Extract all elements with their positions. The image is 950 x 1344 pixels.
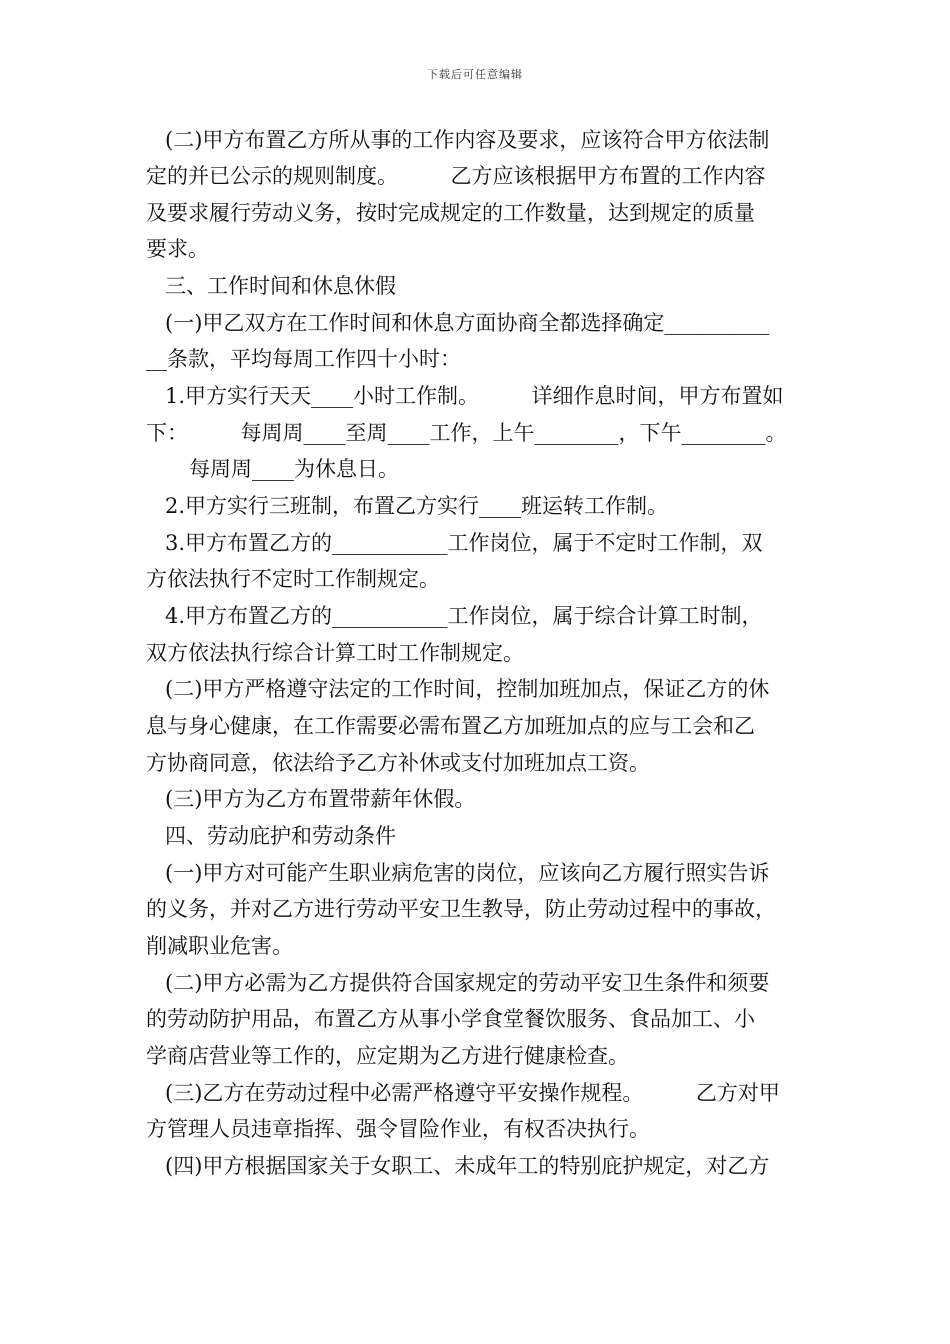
text-line: 的义务，并对乙方进行劳动平安卫生教导，防止劳动过程中的事故， <box>146 897 776 921</box>
section-heading: 四、劳动庇护和劳动条件 <box>165 824 396 848</box>
text-line: 2.甲方实行三班制，布置乙方实行____班运转工作制。 <box>165 494 669 518</box>
text-line: (二)甲方严格遵守法定的工作时间，控制加班加点，保证乙方的休 <box>165 677 770 701</box>
text-line: (一)甲乙双方在工作时间和休息方面协商全都选择确定__________ <box>165 311 770 335</box>
text-line: 方依法执行不定时工作制规定。 <box>146 567 440 591</box>
text-line: 1.甲方实行天天____小时工作制。 详细作息时间，甲方布置如 <box>165 384 784 408</box>
text-line: (二)甲方必需为乙方提供符合国家规定的劳动平安卫生条件和须要 <box>165 971 770 995</box>
text-line: 方协商同意，依法给予乙方补休或支付加班加点工资。 <box>146 751 650 775</box>
text-line: 学商店营业等工作的，应定期为乙方进行健康检查。 <box>146 1044 629 1068</box>
text-line: (四)甲方根据国家关于女职工、未成年工的特别庇护规定，对乙方 <box>165 1154 770 1178</box>
text-line: 4.甲方布置乙方的___________工作岗位，属于综合计算工时制， <box>165 604 763 628</box>
text-line: __条款，平均每周工作四十小时： <box>146 347 461 371</box>
text-line: 下： 每周周____至周____工作，上午________，下午________。 <box>146 421 787 445</box>
text-line: (二)甲方布置乙方所从事的工作内容及要求，应该符合甲方依法制 <box>165 128 770 152</box>
text-line: 每周周____为休息日。 <box>189 457 399 481</box>
text-line: 3.甲方布置乙方的___________工作岗位，属于不定时工作制，双 <box>165 531 763 555</box>
text-line: 方管理人员违章指挥、强令冒险作业，有权否决执行。 <box>146 1117 650 1141</box>
text-line: 息与身心健康，在工作需要必需布置乙方加班加点的应与工会和乙 <box>146 714 755 738</box>
text-line: (三)甲方为乙方布置带薪年休假。 <box>165 787 476 811</box>
text-line: 削减职业危害。 <box>146 934 293 958</box>
section-heading: 三、工作时间和休息休假 <box>165 274 396 298</box>
text-line: 要求。 <box>146 237 209 261</box>
text-line: 定的并已公示的规则制度。 乙方应该根据甲方布置的工作内容 <box>146 164 766 188</box>
text-line: (一)甲方对可能产生职业病危害的岗位，应该向乙方履行照实告诉 <box>165 861 770 885</box>
text-line: 的劳动防护用品，布置乙方从事小学食堂餐饮服务、食品加工、小 <box>146 1007 755 1031</box>
text-line: 及要求履行劳动义务，按时完成规定的工作数量，达到规定的质量 <box>146 201 755 225</box>
text-line: 双方依法执行综合计算工时工作制规定。 <box>146 641 524 665</box>
text-line: (三)乙方在劳动过程中必需严格遵守平安操作规程。 乙方对甲 <box>165 1081 780 1105</box>
page-header-note: 下载后可任意编辑 <box>427 68 523 81</box>
